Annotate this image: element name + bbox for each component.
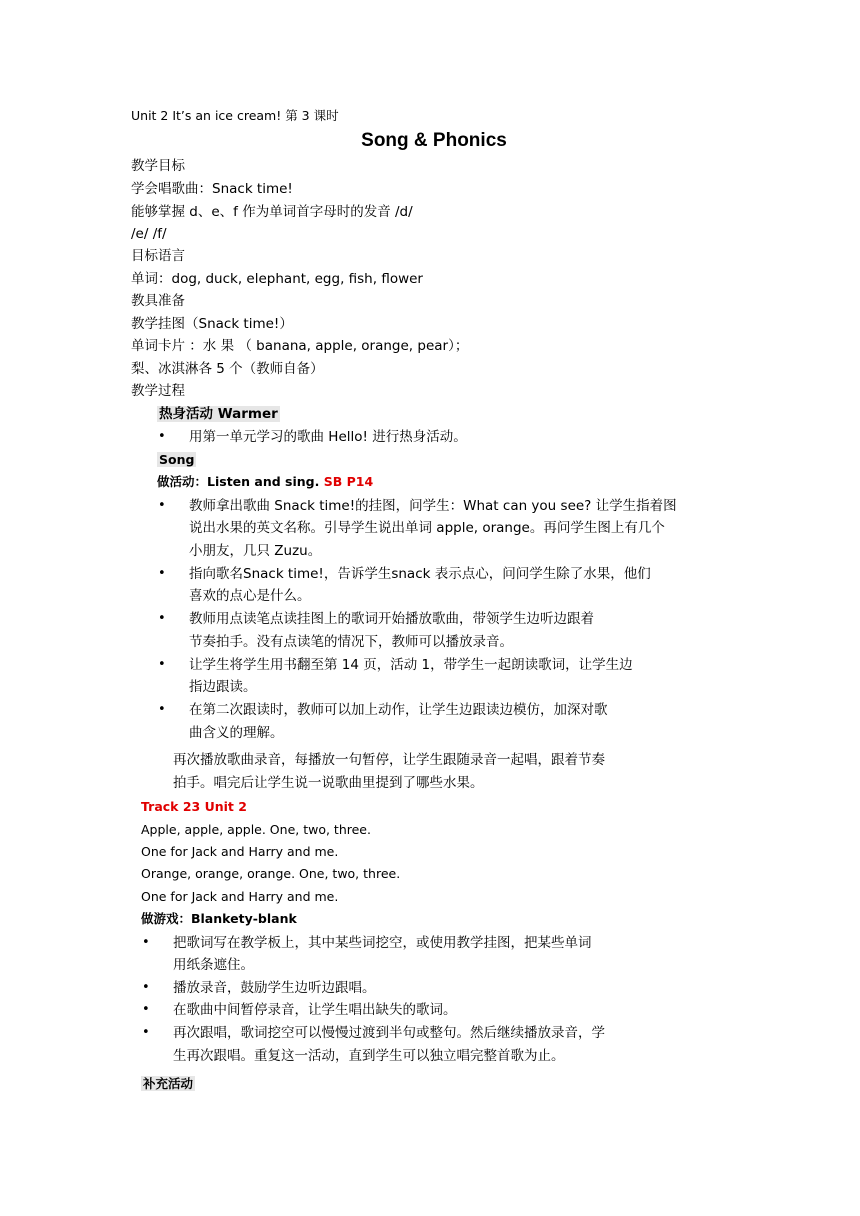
lesson-header: Unit 2 It’s an ice cream! 第 3 课时 [131, 108, 339, 123]
lyric-line: One for Jack and Harry and me. [141, 889, 339, 904]
song-bullet-line: 节奏拍手。没有点读笔的情况下，教师可以播放录音。 [189, 634, 513, 650]
song-activity: 做活动：Listen and sing. SB P14 [157, 474, 374, 489]
song-bullet-line: 让学生将学生用书翻至第 14 页，活动 1，带学生一起朗读歌词，让学生边 [189, 657, 633, 673]
lyric-line: One for Jack and Harry and me. [141, 844, 339, 859]
song-bullet-line: 说出水果的英文名称。引导学生说出单词 apple, orange。再问学生图上有几个 [189, 520, 665, 536]
bullet-marker: • [142, 935, 150, 950]
bullet-marker: • [142, 1002, 150, 1017]
game-bullet-line: 生再次跟唱。重复这一活动，直到学生可以独立唱完整首歌为止。 [173, 1048, 565, 1064]
document-title: Song & Phonics [361, 130, 507, 151]
game-heading: 做游戏：Blankety-blank [141, 911, 297, 926]
track-label: Track 23 Unit 2 [141, 799, 247, 814]
extra-heading: 补充活动 [143, 1076, 194, 1091]
song-bullet-line: 曲含义的理解。 [189, 725, 284, 741]
lyric-line: Orange, orange, orange. One, two, three. [141, 866, 401, 881]
game-bullet-line: 在歌曲中间暂停录音，让学生唱出缺失的歌词。 [173, 1002, 457, 1018]
song-bullet-line: 指向歌名Snack time!，告诉学生snack 表示点心，问问学生除了水果，他们 [189, 566, 651, 582]
bullet-marker: • [158, 566, 166, 581]
intro-line: 单词卡片 ：水 果 （ banana, apple, orange, pear）； [131, 338, 469, 354]
intro-line: 能够掌握 d、e、f 作为单词首字母时的发音 /d/ [131, 204, 413, 220]
lyric-line: Apple, apple, apple. One, two, three. [141, 822, 371, 837]
song-bullet-line: 教师用点读笔点读挂图上的歌词开始播放歌曲，带领学生边听边跟着 [189, 611, 594, 627]
intro-line: 单词：dog, duck, elephant, egg, fish, flower [131, 271, 423, 287]
song-bullet-line: 在第二次跟读时，教师可以加上动作，让学生边跟读边模仿，加深对歌 [189, 702, 608, 718]
intro-line: 教学过程 [131, 383, 185, 399]
bullet-marker: • [142, 1025, 150, 1040]
bullet-marker: • [158, 657, 166, 672]
warmer-heading: 热身活动 Warmer [159, 406, 278, 422]
game-bullet-line: 用纸条遮住。 [173, 957, 254, 973]
bullet-marker: • [158, 498, 166, 513]
game-bullet-line: 再次跟唱，歌词挖空可以慢慢过渡到半句或整句。然后继续播放录音，学 [173, 1025, 605, 1041]
song-bullet-line: 教师拿出歌曲 Snack time!的挂图，问学生：What can you see? 让学生指着图 [189, 498, 677, 514]
intro-line: 学会唱歌曲：Snack time! [131, 181, 293, 197]
bullet-marker: • [158, 702, 166, 717]
intro-line: 教学目标 [131, 158, 185, 174]
intro-line: 目标语言 [131, 248, 185, 264]
song-bullet-line: 小朋友，几只 Zuzu。 [189, 543, 322, 559]
intro-line: 梨、冰淇淋各 5 个（教师自备） [131, 361, 324, 377]
game-bullet-line: 播放录音，鼓励学生边听边跟唱。 [173, 980, 376, 996]
song-paragraph-line: 拍手。唱完后让学生说一说歌曲里提到了哪些水果。 [173, 775, 484, 791]
intro-line: /e/ /f/ [131, 226, 167, 242]
warmer-bullet: 用第一单元学习的歌曲 Hello! 进行热身活动。 [189, 429, 467, 445]
intro-line: 教具准备 [131, 293, 185, 309]
bullet-marker: • [158, 429, 166, 444]
song-bullet-line: 指边跟读。 [189, 679, 257, 695]
bullet-marker: • [158, 611, 166, 626]
bullet-marker: • [142, 980, 150, 995]
intro-line: 教学挂图（Snack time!） [131, 316, 293, 332]
song-bullet-line: 喜欢的点心是什么。 [189, 588, 311, 604]
song-activity-ref: SB P14 [323, 474, 374, 489]
song-paragraph-line: 再次播放歌曲录音，每播放一句暂停，让学生跟随录音一起唱，跟着节奏 [173, 752, 605, 768]
game-bullet-line: 把歌词写在教学板上，其中某些词挖空，或使用教学挂图，把某些单词 [173, 935, 592, 951]
song-heading: Song [159, 452, 195, 467]
